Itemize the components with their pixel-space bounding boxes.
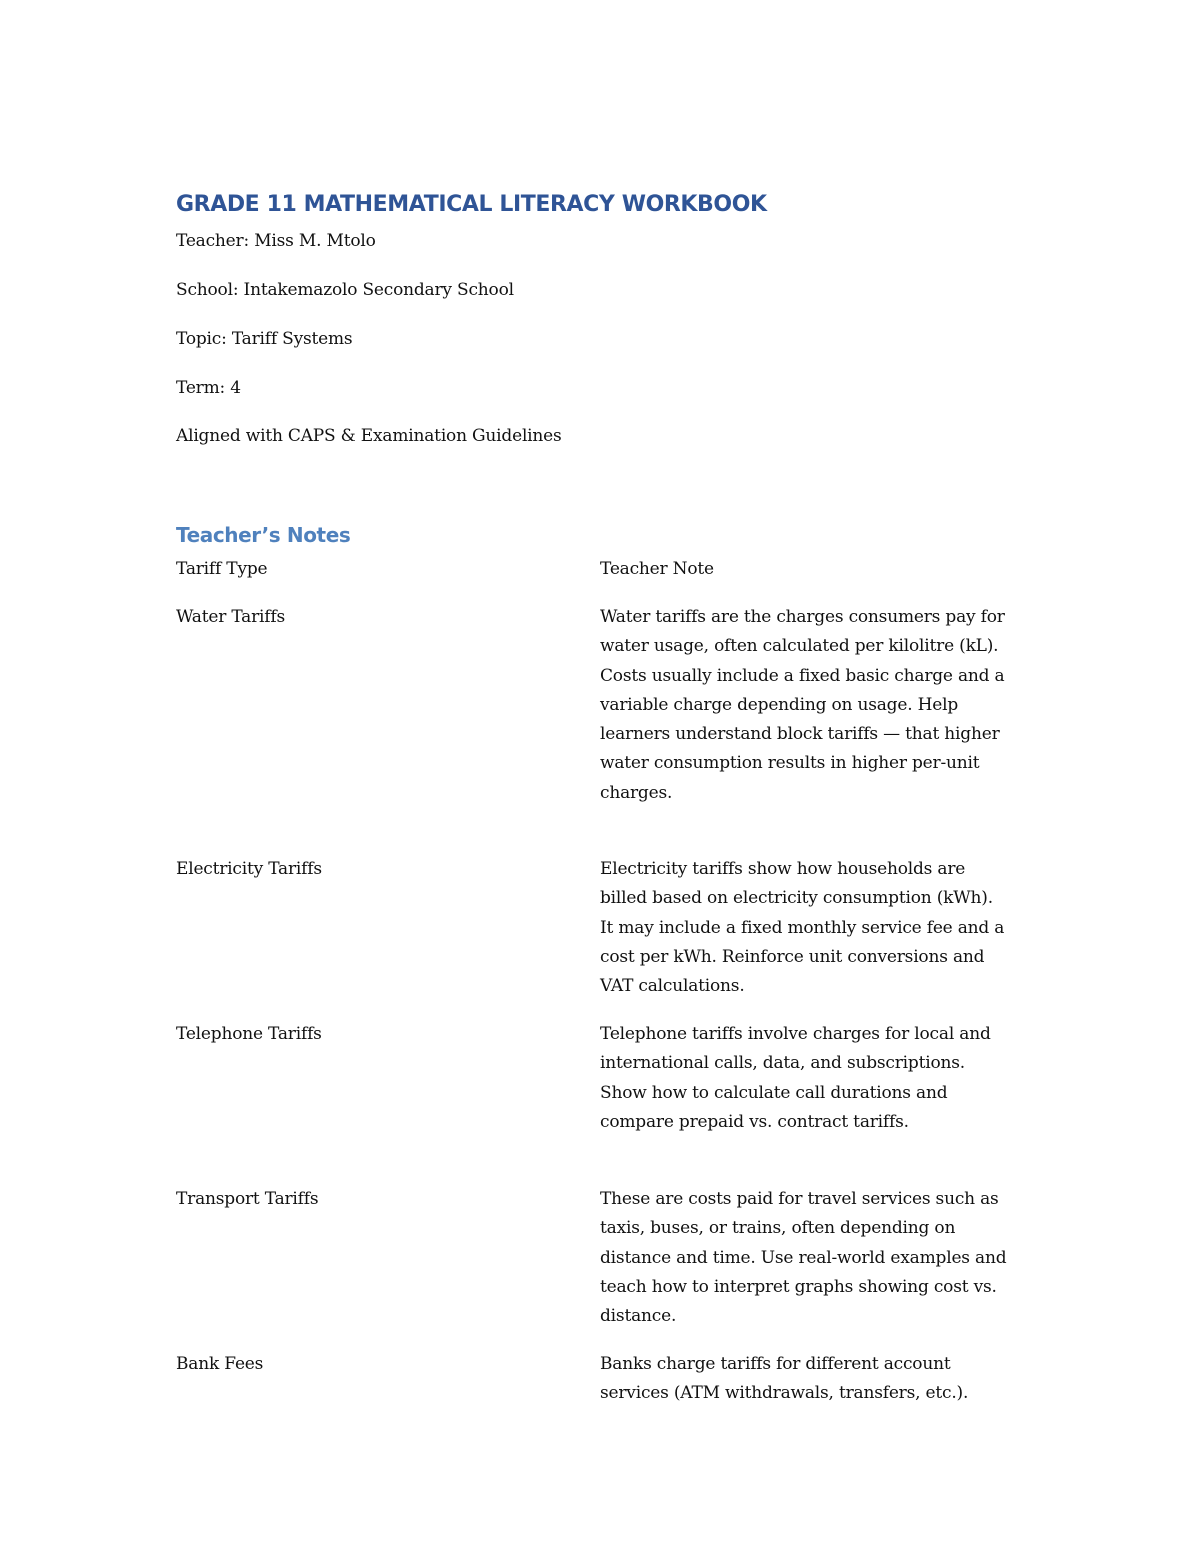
tariff-type-cell: Bank Fees [176,1354,264,1374]
teacher-note-cell: Water tariffs are the charges consumers pay for water usage, often calculated per kilolitre (kL). Costs usually include a fixed basic charge and a variable charge depending on usage. Help learners understand block tariffs — that higher water consumption results in higher per-unit charges. [600,607,1005,803]
teacher-note-cell: Telephone tariffs involve charges for local and international calls, data, and subscriptions. Show how to calculate call durations and compare prepaid vs. contract tariffs. [600,1024,991,1132]
table-header-teacher-note: Teacher Note [600,559,714,579]
teacher-note-cell: These are costs paid for travel services such as taxis, buses, or trains, often depending on distance and time. Use real-world examples and teach how to interpret graphs showing cost vs. distance. [600,1189,1007,1327]
meta-teacher: Teacher: Miss M. Mtolo [176,231,376,251]
tariff-type-cell: Transport Tariffs [176,1189,319,1209]
meta-school: School: Intakemazolo Secondary School [176,280,514,300]
meta-topic: Topic: Tariff Systems [176,329,353,349]
section-heading: Teacher’s Notes [176,523,351,547]
tariff-type-cell: Water Tariffs [176,607,285,627]
document-title: GRADE 11 MATHEMATICAL LITERACY WORKBOOK [176,192,767,217]
meta-alignment: Aligned with CAPS & Examination Guidelines [176,426,562,446]
tariff-type-cell: Electricity Tariffs [176,859,322,879]
meta-term: Term: 4 [176,378,241,398]
teacher-note-cell: Banks charge tariffs for different account services (ATM withdrawals, transfers, etc.). [600,1354,969,1404]
tariff-type-cell: Telephone Tariffs [176,1024,322,1044]
teacher-note-cell: Electricity tariffs show how households are billed based on electricity consumption (kWh). It may include a fixed monthly service fee and a cost per kWh. Reinforce unit conversions and VAT calculations. [600,859,1005,997]
table-header-tariff-type: Tariff Type [176,559,268,579]
